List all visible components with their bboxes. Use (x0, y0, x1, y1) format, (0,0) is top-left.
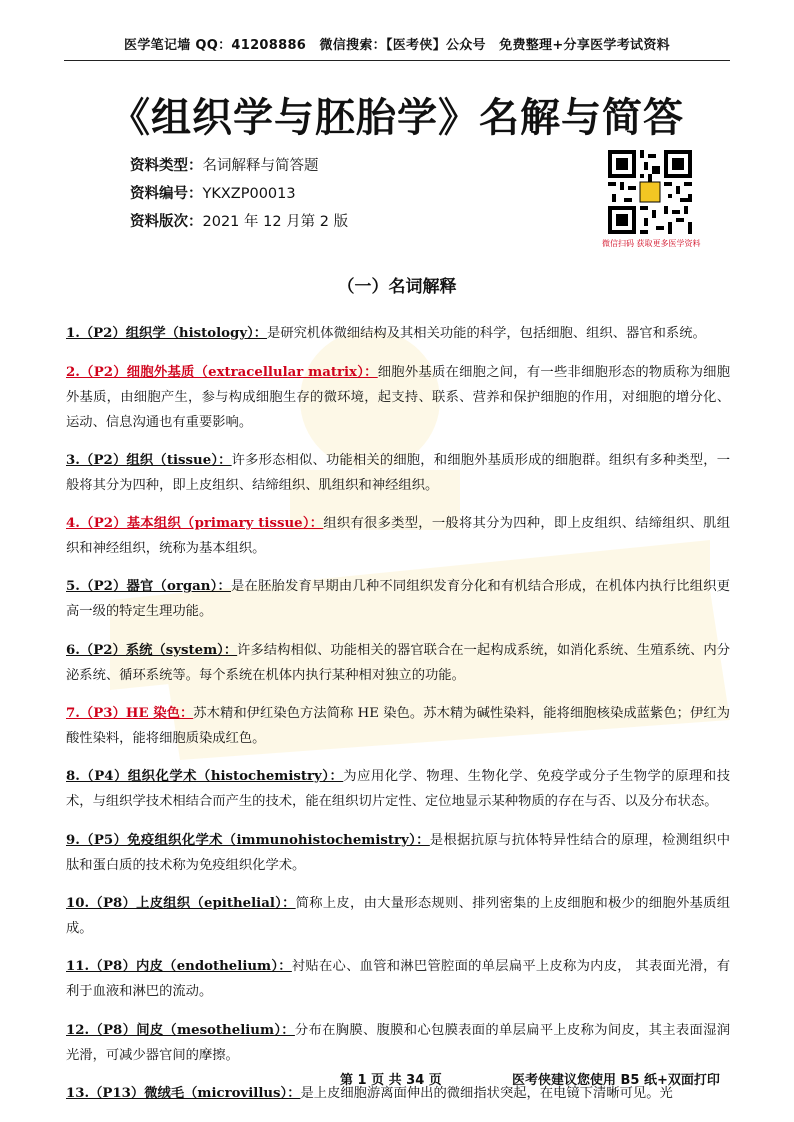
meta-row-edition (130, 212, 348, 240)
definition-body: 是根据抗原与抗体特异性结合的原理，检测组织中肽和蛋白质的技术称为免疫组织化学术。 (66, 832, 731, 873)
definition-body: 为应用化学、物理、生物化学、免疫学或分子生物学的原理和技术，与组织学技术相结合而产生的技术，能在组织切片定性、定位地显示某种物质的存在与否、以及分布状态。 (66, 769, 730, 810)
meta-row-id (130, 184, 348, 212)
meta-row-type (130, 156, 348, 184)
definition-body: 是研究机体微细结构及其相关功能的科学，包括细胞、组织、器官和系统。 (267, 326, 706, 342)
qr-caption: 微信扫码 获取更多医学资料 (602, 239, 701, 248)
definition-term: 8.（P4）组织化学术（histochemistry）： (66, 769, 344, 785)
definition-item (66, 828, 730, 878)
document-title: 《组织学与胚胎学》名解与简答 (110, 95, 684, 141)
qr-block (602, 150, 701, 249)
definition-item (66, 360, 730, 435)
header-divider (64, 60, 730, 61)
definition-item (66, 448, 730, 498)
page-header: 医学笔记墙 QQ：41208886 微信搜索：【医考侠】公众号 免费整理+分享医学考试资料 (124, 38, 670, 53)
print-note: 医考侠建议您使用 B5 纸+双面打印 (512, 1073, 720, 1088)
definition-term: 2.（P2）细胞外基质（extracellular matrix）： (66, 364, 378, 380)
definition-term: 10.（P8）上皮组织（epithelial）： (66, 895, 296, 911)
meta-key: 资料类型： (130, 158, 203, 174)
definition-term: 4.（P2）基本组织（primary tissue）： (66, 516, 324, 532)
definition-term: 5.（P2）器官（organ）： (66, 579, 231, 595)
definition-item (66, 511, 730, 561)
definition-body: 是在胚胎发育早期由几种不同组织发育分化和有机结合形成，在机体内执行比组织更高一级的特定生理功能。 (66, 579, 731, 620)
definition-body: 许多结构相似、功能相关的器官联合在一起构成系统，如消化系统、生殖系统、内分泌系统、循环系统等。每个系统在机体内执行某种相对独立的功能。 (66, 642, 730, 683)
meta-key: 资料版次： (130, 214, 203, 230)
definition-term: 7.（P3）HE 染色： (66, 706, 194, 722)
definition-term: 6.（P2）系统（system）： (66, 642, 238, 658)
qr-code-icon (608, 150, 692, 234)
definition-item (66, 574, 730, 624)
definition-item (66, 321, 730, 346)
definition-term: 3.（P2）组织（tissue）： (66, 452, 232, 468)
definition-term: 12.（P8）间皮（mesothelium）： (66, 1022, 295, 1038)
section-title: （一）名词解释 (337, 277, 457, 297)
definition-item (66, 638, 730, 688)
definition-term: 11.（P8）内皮（endothelium）： (66, 959, 292, 975)
definition-term: 9.（P5）免疫组织化学术（immunohistochemistry）： (66, 832, 430, 848)
definition-item (66, 1018, 730, 1068)
definition-item (66, 954, 730, 1004)
definition-term: 1.（P2）组织学（histology）： (66, 326, 268, 342)
definition-body: 简称上皮，由大量形态规则、排列密集的上皮细胞和极少的细胞外基质组成。 (66, 895, 730, 936)
definition-body: 衬贴在心、血管和淋巴管腔面的单层扁平上皮称为内皮， 其表面光滑，有利于血液和淋巴的流动。 (66, 959, 731, 1000)
definition-body: 细胞外基质在细胞之间，有一些非细胞形态的物质称为细胞外基质，由细胞产生，参与构成细胞生存的微环境，起支持、联系、营养和保护细胞的作用，对细胞的增分化、运动、信息沟通也有重要影响。 (66, 364, 730, 430)
definition-list (66, 308, 730, 1114)
definition-item (66, 764, 730, 814)
meta-key: 资料编号： (130, 186, 203, 202)
meta-value: YKXZP00013 (202, 186, 296, 202)
page-number: 第 1 页 共 34 页 (340, 1073, 442, 1088)
document-meta (130, 156, 348, 240)
definition-body: 分布在胸膜、腹膜和心包膜表面的单层扁平上皮称为间皮，其主表面湿润光滑，可减少器官间的摩擦。 (66, 1022, 730, 1063)
definition-item (66, 701, 730, 751)
definition-body: 组织有很多类型，一般将其分为四种，即上皮组织、结缔组织、肌组织和神经组织，统称为基本组织。 (66, 516, 730, 557)
definition-body: 苏木精和伊红染色方法简称 HE 染色。苏木精为碱性染料，能将细胞核染成蓝紫色；伊红为酸性染料，能将细胞质染成红色。 (66, 706, 730, 747)
meta-value: 名词解释与简答题 (202, 158, 319, 174)
definition-body: 是上皮细胞游离面伸出的微细指状突起，在电镜下清晰可见。光 (300, 1085, 673, 1101)
definition-item (66, 891, 730, 941)
definition-body: 许多形态相似、功能相关的细胞，和细胞外基质形成的细胞群。组织有多种类型，一般将其分为四种，即上皮组织、结缔组织、肌组织和神经组织。 (66, 452, 731, 493)
definition-term: 13.（P13）微绒毛（microvillus）： (66, 1085, 301, 1101)
meta-value: 2021 年 12 月第 2 版 (202, 214, 349, 230)
